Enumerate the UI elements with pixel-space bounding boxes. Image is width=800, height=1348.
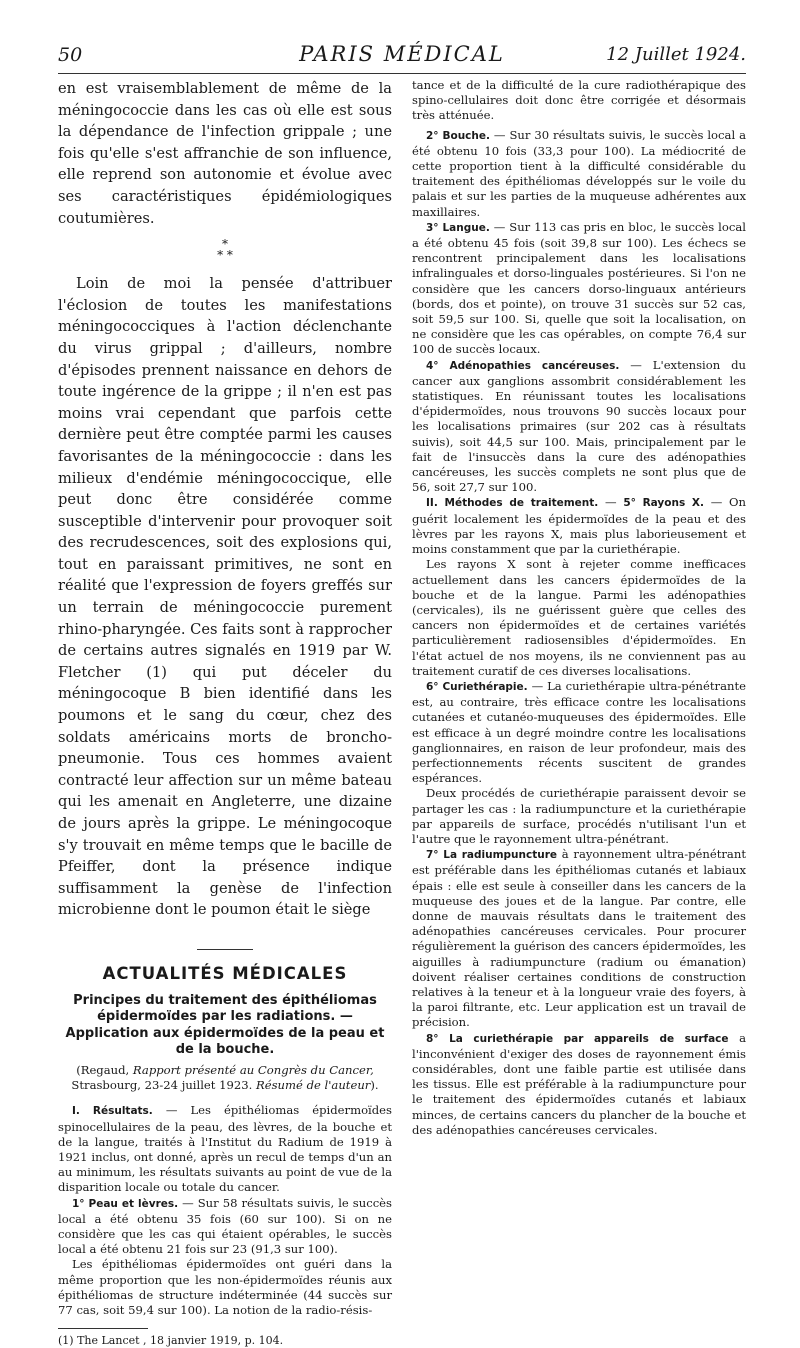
paragraph-curietherapie [412, 679, 746, 786]
reference-note: Résumé de l'auteur [256, 1078, 371, 1093]
article-reference [58, 1063, 392, 1093]
heading-radiumpuncture: 7° La radiumpuncture [426, 849, 558, 862]
footnote: (1) The Lancet , 18 janvier 1919, p. 104. [58, 1334, 284, 1348]
heading-curietherapie: 6° Curiethérapie. [426, 680, 528, 693]
heading-bouche: 2° Bouche. [426, 129, 490, 142]
text-peau-levres: — Sur 58 résultats suivis, le succès local a été obtenu 35 fois (60 sur 100). Si on ne considère que les cas qui étaient opérables, le succès local a été obtenu 21 fois sur 23 (91,3 sur 100). [58, 1195, 392, 1257]
text-langue: — Sur 113 cas pris en bloc, le succès local a été obtenu 45 fois (soit 39,8 sur 100). Les échecs se rencontrent principalement dans les localisations infralinguales et dorso-linguales postérieures. Si l'on ne considère que les cancers dorso-linguaux antérieurs (bords, dos et pointe), on trouve 31 succès sur 52 cas, soit 59,5 sur 100. Si, quelle que soit la localisation, on ne considère que les cas opérables, on compte 76,4 sur 100 de succès locaux. [412, 219, 746, 357]
left-column [58, 78, 392, 1348]
paragraph-deux-procedes: Deux procédés de curiethérapie paraissent devoir se partager les cas : la radiumpuncture et la curiethérapie par appareils de surface, procédés n'utilisant l'un et l'autre que le rayonnement ultra-pénétrant. [412, 786, 746, 846]
header-rule [58, 73, 746, 74]
page-header [58, 42, 746, 72]
text-methodes: — On guérit localement les épidermoïdes de la peau et des lèvres par les rayons X, mais plus laborieusement et moins constamment que par la curiethérapie. [412, 495, 747, 557]
methodes-dash: — [598, 495, 624, 510]
intro-paragraph: en est vraisemblablement de même de la méningococcie dans les cas où elle est sous la dépendance de l'infection grippale ; une fois qu'elle s'est affranchie de son influence, elle reprend son autonomie et évolue avec ses caractéristiques épidémiologiques coutumières. [58, 80, 392, 227]
text-surface: a l'inconvénient d'exiger des doses de rayonnement émis considérables, dont une faible partie est utilisée dans les tissus. Elle est préférable à la radiumpuncture pour le traitement des épidermoïdes cutanés et labiaux minces, de certains cancers du plancher de la bouche et des adénopathies cancéreuses cervicales. [412, 1030, 746, 1137]
footnote-rule [58, 1328, 148, 1329]
asterism-top: * [222, 237, 228, 252]
right-column [412, 78, 747, 1137]
page-number: 50 [58, 44, 83, 66]
article-title: Principes du traitement des épithéliomas épidermoïdes par les radiations. — Application aux épidermoïdes de la peau et de la bouche. [65, 992, 385, 1058]
heading-methodes: II. Méthodes de traitement. [426, 497, 599, 510]
heading-langue: 3° Langue. [426, 221, 490, 234]
continuation-paragraph: tance et de la difficulté de la cure radiothérapique des spino-cellulaires doit donc être corrigée et désormais très atténuée. [412, 78, 746, 123]
paragraph-langue [412, 220, 746, 358]
paragraph-radiumpuncture [412, 847, 746, 1030]
paragraph-methodes [412, 495, 746, 557]
paragraph-epitheliomas: Les épithéliomas épidermoïdes ont guéri dans la même proportion que les non-épidermoïdes réunis aux épithéliomas de structure indéterminée (44 succès sur 77 cas, soit 59,4 sur 100). La notion de la radio-résis- [58, 1257, 392, 1318]
paragraph-adenopathies [412, 358, 746, 496]
heading-surface: 8° La curiethérapie par appareils de surface [426, 1032, 729, 1045]
asterism-bottom: * * [217, 248, 233, 263]
reference-author: (Regaud, [76, 1062, 130, 1077]
paragraph-resultats [58, 1103, 392, 1195]
issue-date: 12 Juillet 1924. [606, 44, 746, 65]
journal-title: PARIS MÉDICAL [299, 42, 505, 66]
paragraph-surface [412, 1031, 746, 1138]
heading-resultats: I. Résultats. [72, 1105, 153, 1118]
text-adenopathies: — L'extension du cancer aux ganglions assombrit considérablement les statistiques. En réunissant toutes les localisations d'épidermoïdes, nous trouvons 90 succès locaux pour les localisations primaires (sur 202 cas à résultats suivis), soit 44,5 sur 100. Mais, principalement par le fait de l'insuccès dans la cure des adénopathies cancéreuses, les succès complets ne sont plus que de 56, soit 27,7 sur 100. [412, 357, 746, 495]
text-curietherapie: — La curiethérapie ultra-pénétrante est, au contraire, très efficace contre les localisations cutanées et cutanéo-muqueuses des épidermoïdes. Elle est efficace à un degré moindre contre les localisations ganglionnaires, en raison de leur profondeur, mais des perfectionnements récents suscitent de grandes espérances. [412, 678, 746, 786]
text-resultats: — Les épithéliomas épidermoïdes spinocellulaires de la peau, des lèvres, de la bouche et de la langue, traités à l'Institut du Radium de 1919 à 1921 inclus, ont donné, après un recul de temps d'un an au minimum, les résultats suivants au point de vue de la disparition locale ou totale du cancer. [58, 1103, 392, 1195]
text-radiumpuncture: à rayonnement ultra-pénétrant est préférable dans les épithéliomas cutanés et labiaux épais : elle est seule à conseiller dans les cancers de la muqueuse des joues et de la langue. Par contre, elle donne de mauvais résultats dans le traitement des adénopathies cancéreuses cervicales. Pour procurer régulièrement la guérison des cancers épidermoïdes, les aiguilles à radiumpuncture (radium ou émanation) doivent réaliser certaines conditions de construction relatives à la teneur et à la longueur vraie des foyers, à la paroi filtrante, etc. Leur application est un travail de précision. [412, 847, 746, 1030]
paragraph-bouche [412, 128, 746, 220]
reference-source: Rapport présenté au Congrès du Cancer, [132, 1062, 374, 1077]
heading-adenopathies: 4° Adénopathies cancéreuses. [426, 359, 620, 372]
text-bouche: — Sur 30 résultats suivis, le succès local a été obtenu 10 fois (33,3 pour 100). La médiocrité de cette proportion tient à la difficulté considérable du traitement des épithéliomas développés sur le voile du palais et sur les parties de la muqueuse adhérentes aux maxillaires. [412, 127, 747, 219]
reference-place: Strasbourg, 23-24 juillet 1923. [71, 1078, 253, 1093]
reference-close: ). [370, 1078, 379, 1093]
paragraph-peau-levres [58, 1196, 392, 1258]
section-separator [197, 949, 253, 950]
heading-peau-levres: 1° Peau et lèvres. [72, 1197, 179, 1210]
heading-rayons-x: 5° Rayons X. [623, 497, 704, 510]
section-title: ACTUALITÉS MÉDICALES [102, 963, 348, 983]
main-paragraph: Loin de moi la pensée d'attribuer l'éclosion de toutes les manifestations méningococciques à l'action déclenchante du virus grippal ; d'ailleurs, nombre d'épisodes prennent naissance en dehors de toute ingérence de la grippe ; il n'en est pas moins vrai cependant que parfois cette dernière peut être comptée parmi les causes favorisantes de la méningococcie : dans les milieux d'endémie méningococcique, elle peut donc être considérée comme susceptible d'intervenir pour provoquer soit des recrudescences, soit des explosions qui, tout en paraissant primitives, ne sont en réalité que l'expression de foyers greffés sur un terrain de méningococcie purement rhino-pharyngée. Ces faits sont à rapprocher de certains autres signalés en 1919 par W. Fletcher (1) qui put déceler du méningocoque B bien identifié dans les poumons et le sang du cœur, chez des soldats américains morts de broncho-pneumonie. Tous ces hommes avaient contracté leur affection sur un même bateau qui les amenait en Angleterre, une dizaine de jours après la grippe. Le méningocoque s'y trouvait en même temps que le bacille de Pfeiffer, dont la présence indique suffisamment la genèse de l'infection microbienne dont le poumon était le siège [58, 275, 392, 919]
paragraph-rayons: Les rayons X sont à rejeter comme inefficaces actuellement dans les cancers épidermoïdes de la bouche et de la langue. Parmi les adénopathies (cervicales), ils ne guérissent guère que celles des cancers non épidermoïdes et de certaines variétés particulièrement radiosensibles d'épidermoïdes. En l'état actuel de nos moyens, ils ne conviennent pas au traitement curatif de ces diverses localisations. [412, 557, 746, 678]
asterism-divider [58, 239, 392, 261]
